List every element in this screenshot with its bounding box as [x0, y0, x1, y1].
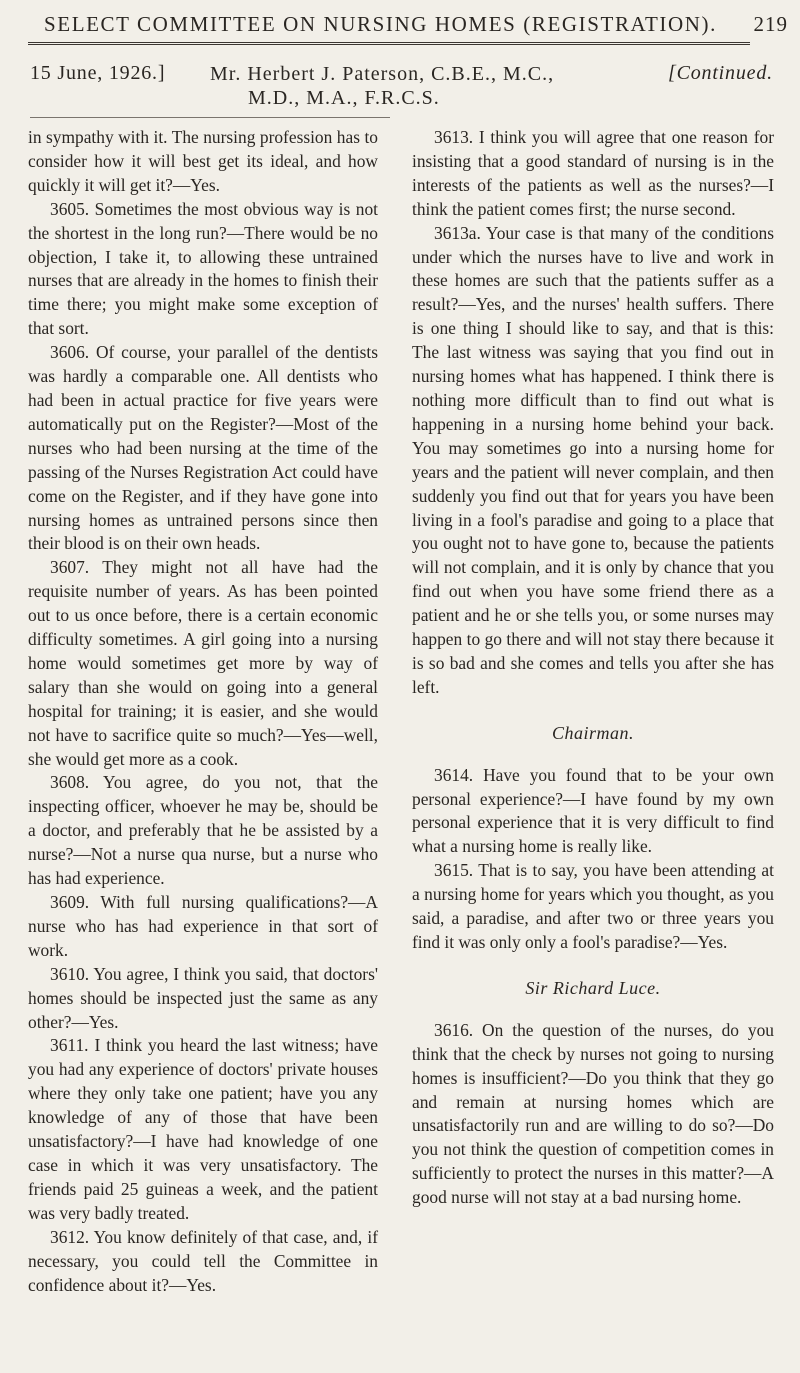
paragraph: in sympathy with it. The nursing profession has to consider how it will best get its ideal, and how quickly it will get it?—Yes.: [28, 127, 378, 195]
paragraph: 3609. With full nursing qualifications?—A nurse who has had experience in that sort of work.: [28, 892, 378, 960]
paragraph: 3606. Of course, your parallel of the dentists was hardly a comparable one. All dentists who had been in actual practice for five years were automatically put on the Register?—Most of the nurses who had been nursing at the time of the passing of the Nurses Registration Act could have come on the Register, and if they have gone into nursing homes as untrained persons since then their blood is on their own heads.: [28, 342, 378, 554]
paragraph: 3613. I think you will agree that one reason for insisting that a good standard of nursing is in the interests of the patients as well as the nurses?—I think the patient comes first; the nurse second.: [412, 127, 774, 219]
witness-name-line2: M.D., M.A., F.R.C.S.: [248, 87, 440, 109]
page-number: 219: [753, 12, 788, 36]
speaker-heading: Sir Richard Luce.: [525, 977, 661, 998]
paragraph: 3605. Sometimes the most obvious way is not the shortest in the long run?—There would be no objection, I take it, to allowing these untrained nurses that are already in the homes to finish their time there; you might make some exception of that sort.: [28, 198, 378, 339]
speaker-heading: Chairman.: [551, 722, 634, 743]
header-rule: [28, 42, 750, 45]
paragraph: 3612. You know definitely of that case, and, if necessary, you could tell the Committee in confidence about it?—Yes.: [28, 1226, 378, 1295]
continued-label: [Continued.: [668, 62, 773, 84]
paragraph: 3614. Have you found that to be your own personal experience?—I have found by my own personal experience that it is very difficult to find what a nursing home is really like.: [412, 764, 774, 857]
running-title: SELECT COMMITTEE ON NURSING HOMES (REGISTRATION).: [43, 12, 717, 36]
witness-line: [30, 62, 790, 112]
paragraph: 3615. That is to say, you have been attending at a nursing home for years which you thought, as you said, a paradise, and after two or three years you find it was only only a fool's paradise?—Yes.: [412, 860, 774, 952]
witness-name: [210, 62, 630, 110]
paragraph: 3607. They might not all have had the requisite number of years. As has been pointed out to us once before, there is a certain economic difficulty sometimes. A girl going into a nursing home would sometimes get more by way of salary than she would on going into a general hospital for training; it is easier, and she would not have to sacrifice quite so much?—Yes—well, she would get more as a cook.: [28, 557, 378, 769]
paragraph: 3610. You agree, I think you said, that doctors' homes should be inspected just the same as any other?—Yes.: [28, 963, 378, 1032]
hearing-date: 15 June, 1926.]: [30, 62, 166, 84]
witness-name-line1: Mr. Herbert J. Paterson, C.B.E., M.C.,: [210, 63, 555, 85]
paragraph: 3611. I think you heard the last witness; have you had any experience of doctors' private houses where they only take one patient; have you any knowledge of any of those that have been unsatisfactory?—I have had knowledge of one case in which it was very unsatisfactory. The friends paid 25 guineas a week, and the patient was very badly treated.: [28, 1035, 378, 1223]
paragraph: 3608. You agree, do you not, that the inspecting officer, whoever he may be, should be a doctor, and preferably that he be assisted by a nurse?—Not a nurse qua nurse, but a nurse who has had experience.: [28, 772, 378, 889]
paragraph: 3616. On the question of the nurses, do you think that the check by nurses not going to nursing homes is insufficient?—Do you think that they go and remain at nursing homes which are unsatisfactorily run and are willing to do so?—Do you not think the question of competition comes in sufficiently to protect the nurses in this matter?—A good nurse will not stay at a bad nursing home.: [412, 1019, 774, 1208]
left-column: [28, 126, 378, 1297]
paragraph: 3613a. Your case is that many of the conditions under which the nurses have to live and work in these homes are such that the patients suffer as a result?—Yes, and the nurses' health suffers. There is one thing I should like to say, and that is this: The last witness was saying that you find out in nursing homes what has happened. I think there is nothing more difficult than to find out what is happening in a nursing home behind your back. You may sometimes go into a nursing home for years and the patient will never complain, and then suddenly you find out that for years you have been living in a fool's paradise and going to a place that you ought not to have gone to, because the patients will not complain, and it is only by chance that you find out when you have some friend there as a patient and he or she tells you, or some nurses may happen to go there and will not stay there because it is so bad and she comes and tells you after she has left.: [412, 222, 774, 697]
section-rule: [30, 117, 390, 118]
right-column: [412, 126, 774, 1210]
